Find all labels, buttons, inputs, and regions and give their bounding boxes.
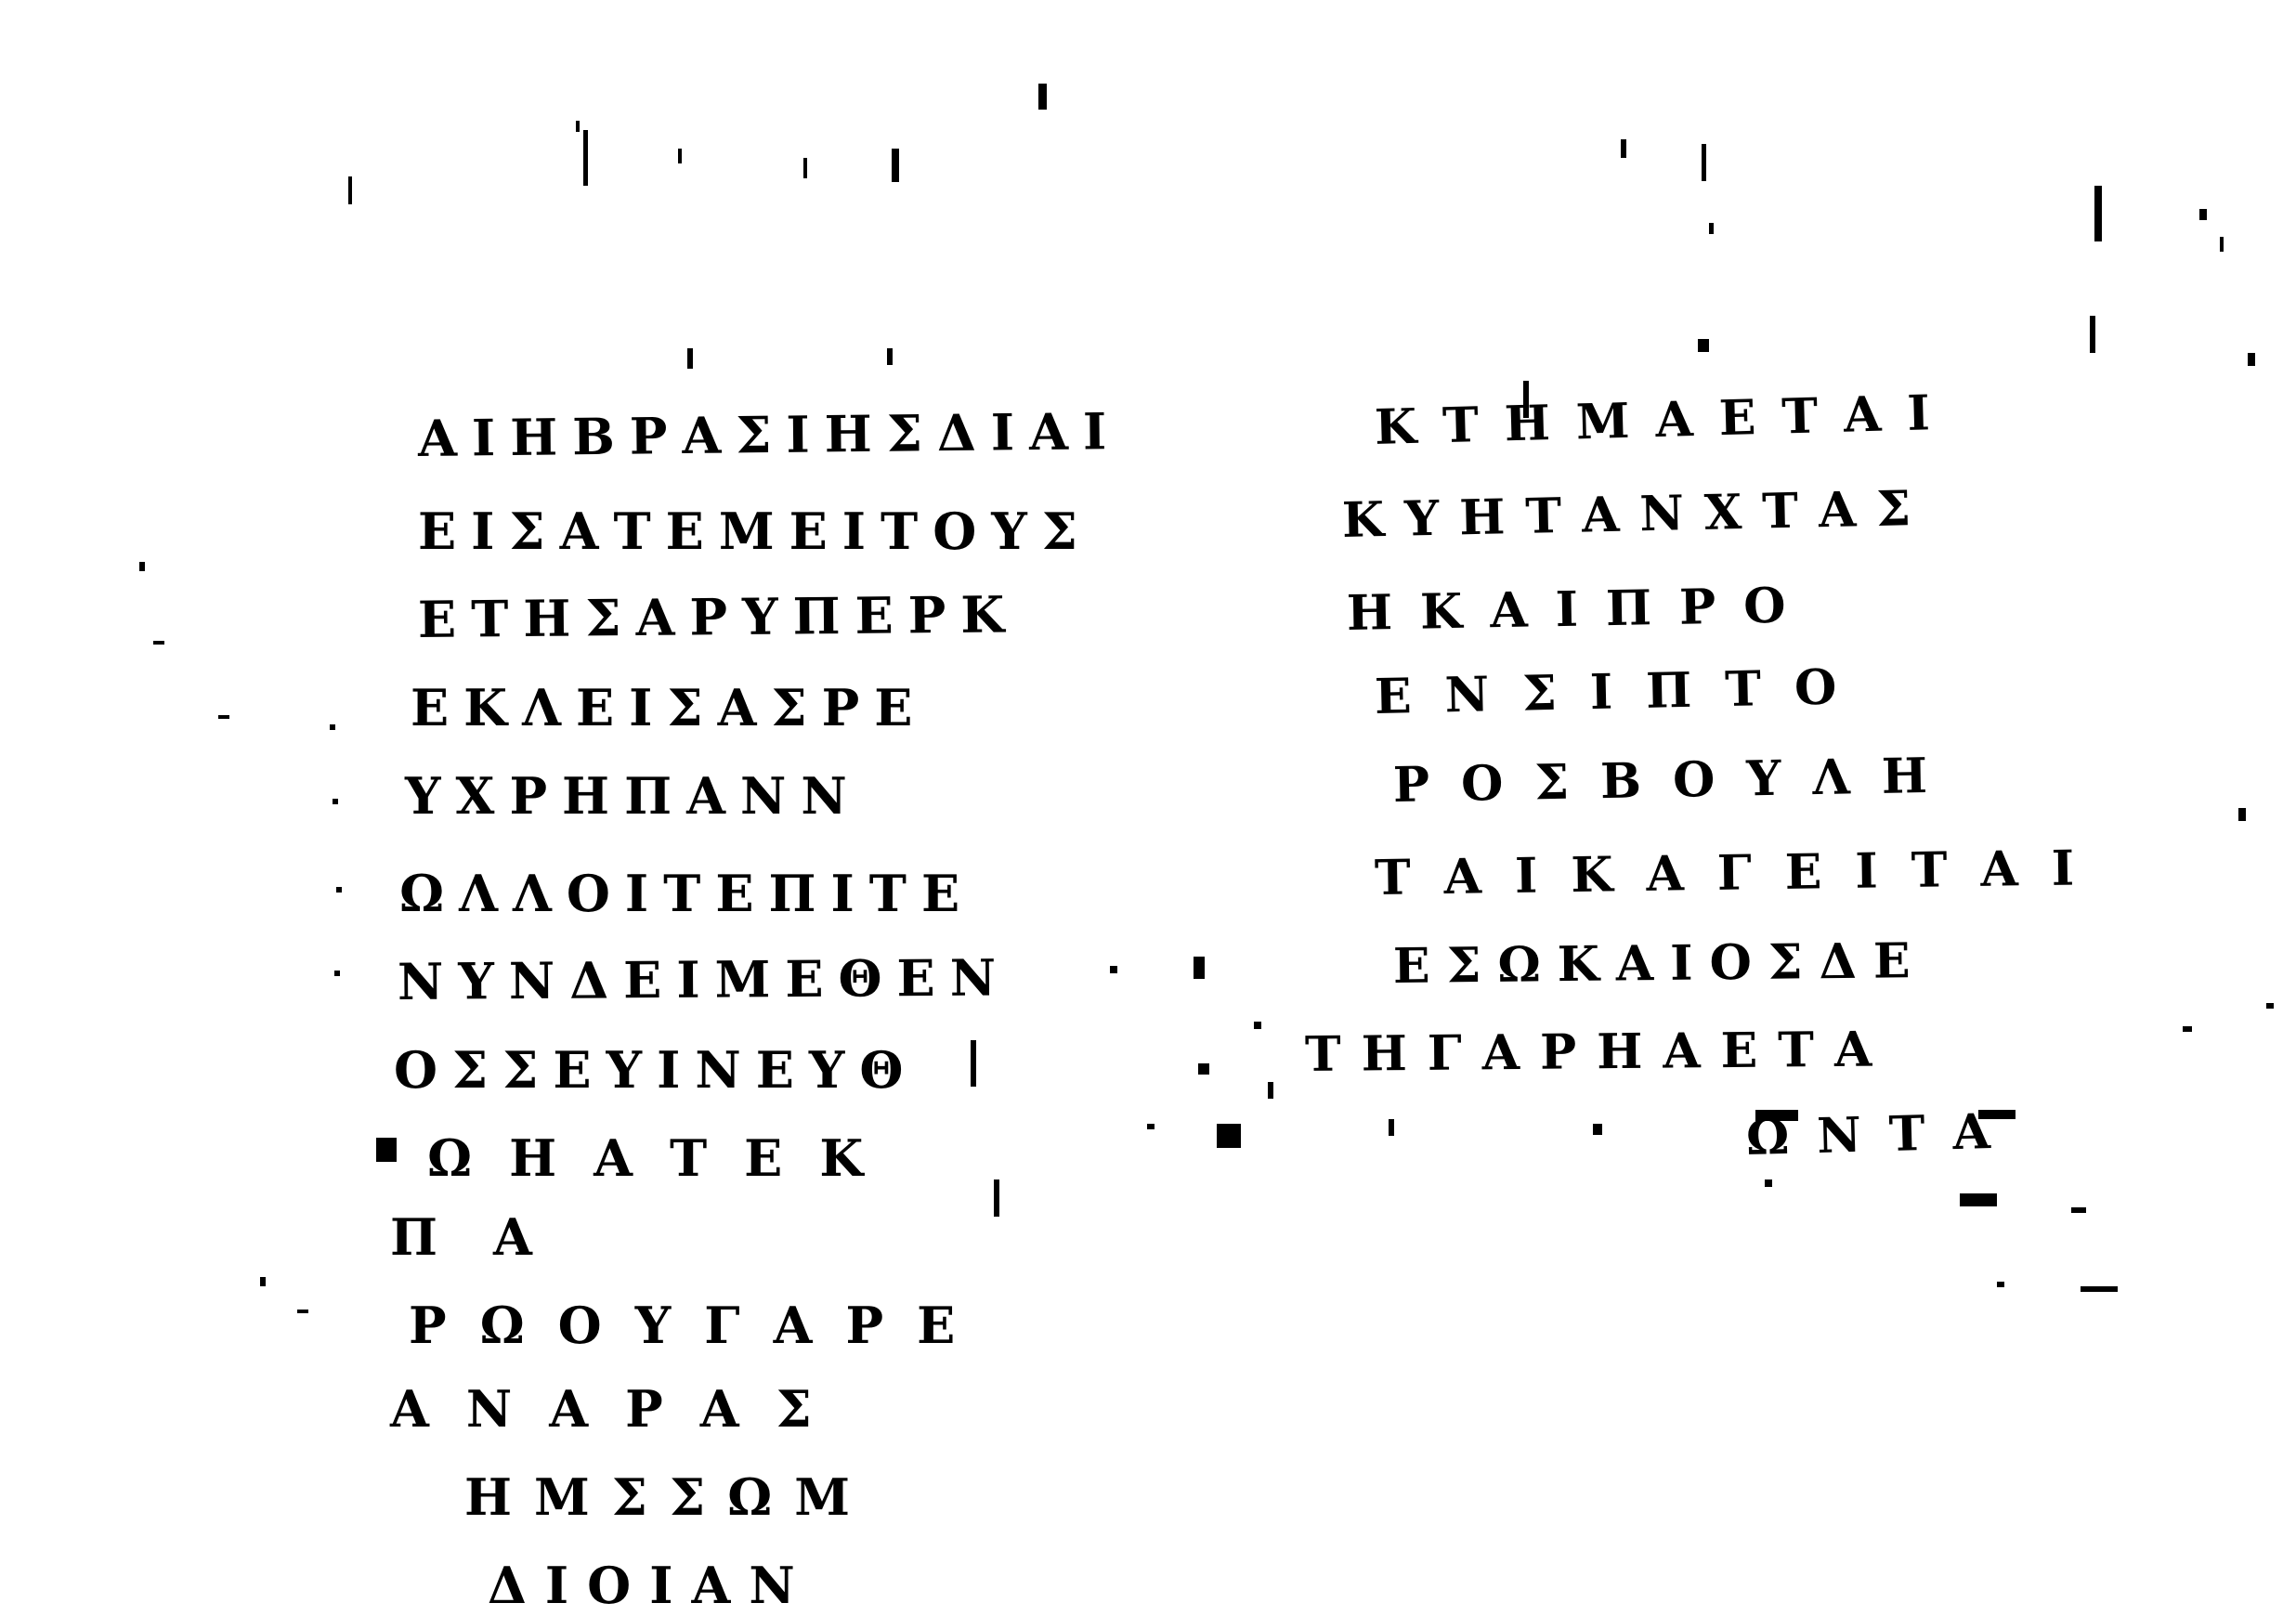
text-line: ΝΥΝΔΕΙΜΕΘΕΝ (397, 947, 1011, 1011)
text-line: ΤΗΓΑΡΗΑΕΤΑ (1304, 1021, 1893, 1083)
text-line: ΕΣΩΚΑΙΟΣΔΕ (1392, 932, 1927, 995)
text-line: ΩΛΛΟΙΤΕΠΙΤΕ (399, 864, 975, 923)
text-line: ΗΚΑΙΠΡΟ (1346, 577, 1814, 642)
side-margin-marks (139, 562, 2274, 1313)
text-line: ΑΙΗΒΡΑΣΙΗΣΔΙΑΙ (417, 401, 1122, 468)
text-line: ΕΤΗΣΑΡΥΠΕΡΚ (417, 584, 1020, 649)
text-line: ΑΝΑΡΑΣ (390, 1379, 849, 1439)
text-line: ΚΤΗΜΑΕΤΑΙ (1374, 384, 1957, 456)
text-line: ΩΝΤΑ (1745, 1102, 2019, 1166)
text-line: ΡΟΣΒΟΥΛΗ (1392, 747, 1960, 814)
text-line: ΠΑ (390, 1207, 588, 1267)
text-line: ΡΩΟΥΓΑΡΕ (409, 1296, 989, 1355)
text-line: ΤΑΙΚΑΓΕΙΤΑΙ (1374, 839, 2108, 906)
text-line: ΚΥΗΤΑΝΧΤΑΣ (1341, 479, 1932, 549)
text-line: ΕΙΣΑΤΕΜΕΙΤΟΥΣ (418, 502, 1092, 561)
text-line: ΥΧΡΗΠΑΝΝ (405, 766, 862, 826)
text-line: ΕΚΛΕΙΣΑΣΡΕ (411, 678, 928, 737)
text-line: ΟΣΣΕΥΙΝΕΥΘ (394, 1040, 919, 1100)
text-line: ΔΙΟΙΑΝ (488, 1556, 814, 1615)
text-line: ΗΜΣΣΩΜ (464, 1467, 872, 1527)
text-line: ΩΗΑΤΕΚ (427, 1128, 901, 1188)
text-line: ΕΝΣΙΠΤΟ (1374, 658, 1871, 725)
top-margin-marks (348, 84, 2255, 418)
